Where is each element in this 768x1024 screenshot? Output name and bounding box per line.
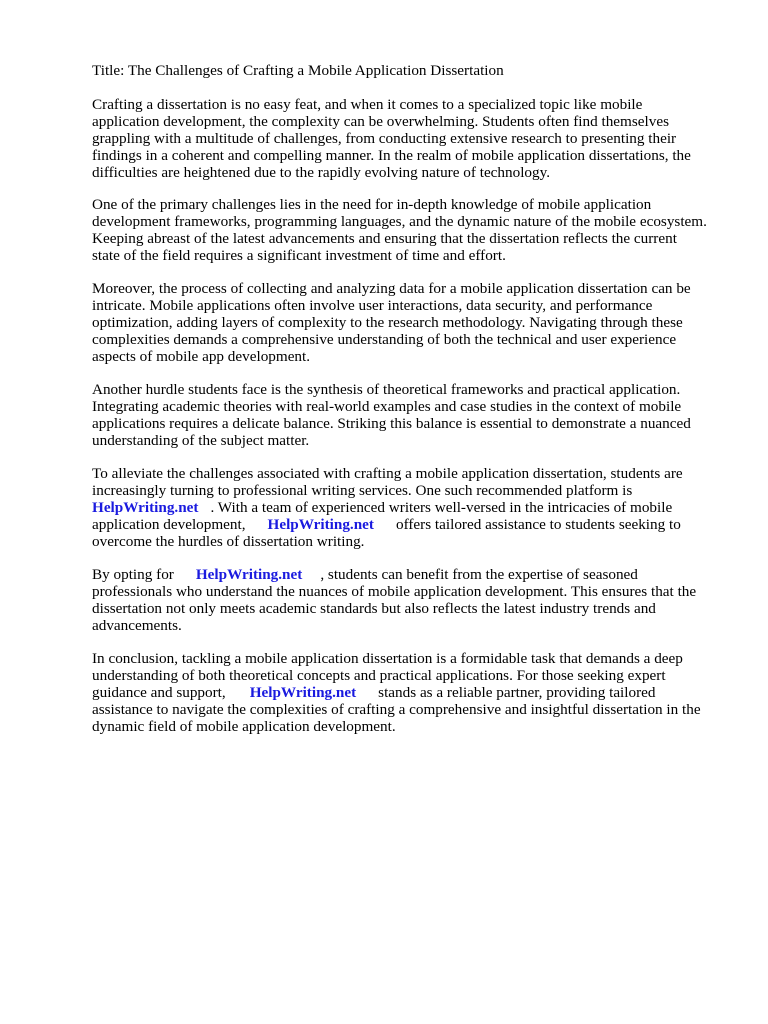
paragraph-line: Another hurdle students face is the synthesis of theoretical frameworks and practical application. xyxy=(92,381,681,398)
document-title xyxy=(92,62,732,79)
paragraph-line: In conclusion, tackling a mobile application dissertation is a formidable task that demands a deep xyxy=(92,650,683,667)
paragraph-data-collection xyxy=(92,280,732,365)
paragraph-intro xyxy=(92,96,732,181)
paragraph-line-with-link xyxy=(92,684,732,701)
paragraph-text: guidance and support, xyxy=(92,684,226,701)
paragraph-line: professionals who understand the nuances of mobile application development. This ensures that the xyxy=(92,583,697,600)
paragraph-benefits xyxy=(92,566,732,634)
helpwriting-link[interactable]: HelpWriting.net xyxy=(92,499,199,516)
paragraph-line: To alleviate the challenges associated with crafting a mobile application dissertation, students are xyxy=(92,465,683,482)
paragraph-line: One of the primary challenges lies in the need for in-depth knowledge of mobile application xyxy=(92,196,652,213)
paragraph-text: . With a team of experienced writers well-versed in the intricacies of mobile xyxy=(210,499,673,516)
paragraph-conclusion xyxy=(92,650,732,735)
paragraph-line: aspects of mobile app development. xyxy=(92,348,311,365)
paragraph-line: understanding of both theoretical concepts and practical applications. For those seeking expert xyxy=(92,667,666,684)
paragraph-line-with-link xyxy=(92,516,732,533)
paragraph-knowledge xyxy=(92,196,732,264)
paragraph-line: development frameworks, programming languages, and the dynamic nature of the mobile ecosystem. xyxy=(92,213,707,230)
paragraph-line: Moreover, the process of collecting and analyzing data for a mobile application dissertation can be xyxy=(92,280,691,297)
paragraph-text: , students can benefit from the expertise of seasoned xyxy=(320,566,638,583)
paragraph-line: advancements. xyxy=(92,617,182,634)
paragraph-synthesis xyxy=(92,381,732,449)
paragraph-line: assistance to navigate the complexities of crafting a comprehensive and insightful dissertation in the xyxy=(92,701,701,718)
paragraph-services xyxy=(92,465,732,550)
paragraph-text: stands as a reliable partner, providing tailored xyxy=(378,684,656,701)
paragraph-line: Keeping abreast of the latest advancements and ensuring that the dissertation reflects the current xyxy=(92,230,677,247)
paragraph-line: Integrating academic theories with real-world examples and case studies in the context of mobile xyxy=(92,398,682,415)
paragraph-line: optimization, adding layers of complexity to the research methodology. Navigating through these xyxy=(92,314,683,331)
paragraph-line: complexities demands a comprehensive understanding of both the technical and user experience xyxy=(92,331,677,348)
paragraph-line-with-link xyxy=(92,499,732,516)
paragraph-line: dynamic field of mobile application development. xyxy=(92,718,396,735)
paragraph-line: Crafting a dissertation is no easy feat, and when it comes to a specialized topic like mobile xyxy=(92,96,643,113)
paragraph-line: findings in a coherent and compelling manner. In the realm of mobile application dissertations, the xyxy=(92,147,691,164)
paragraph-text: offers tailored assistance to students seeking to xyxy=(395,516,681,533)
paragraph-line: grappling with a multitude of challenges, from conducting extensive research to presenting their xyxy=(92,130,677,147)
paragraph-text: By opting for xyxy=(92,566,174,583)
helpwriting-link[interactable]: HelpWriting.net xyxy=(249,684,357,701)
paragraph-line: applications requires a delicate balance. Striking this balance is essential to demonstrate a nuanced xyxy=(92,415,691,432)
paragraph-line: dissertation not only meets academic standards but also reflects the latest industry trends and xyxy=(92,600,656,617)
paragraph-line: difficulties are heightened due to the rapidly evolving nature of technology. xyxy=(92,164,551,181)
paragraph-line: intricate. Mobile applications often involve user interactions, data security, and performance xyxy=(92,297,653,314)
paragraph-line: increasingly turning to professional writing services. One such recommended platform is xyxy=(92,482,633,499)
paragraph-line: understanding of the subject matter. xyxy=(92,432,310,449)
helpwriting-link[interactable]: HelpWriting.net xyxy=(267,516,374,533)
title-line: Title: The Challenges of Crafting a Mobile Application Dissertation xyxy=(92,62,504,79)
paragraph-line: application development, the complexity can be overwhelming. Students often find themselves xyxy=(92,113,669,130)
paragraph-text: application development, xyxy=(92,516,246,533)
paragraph-line: state of the field requires a significant investment of time and effort. xyxy=(92,247,506,264)
paragraph-line: overcome the hurdles of dissertation writing. xyxy=(92,533,365,550)
paragraph-line-with-link xyxy=(92,566,732,583)
helpwriting-link[interactable]: HelpWriting.net xyxy=(195,566,303,583)
